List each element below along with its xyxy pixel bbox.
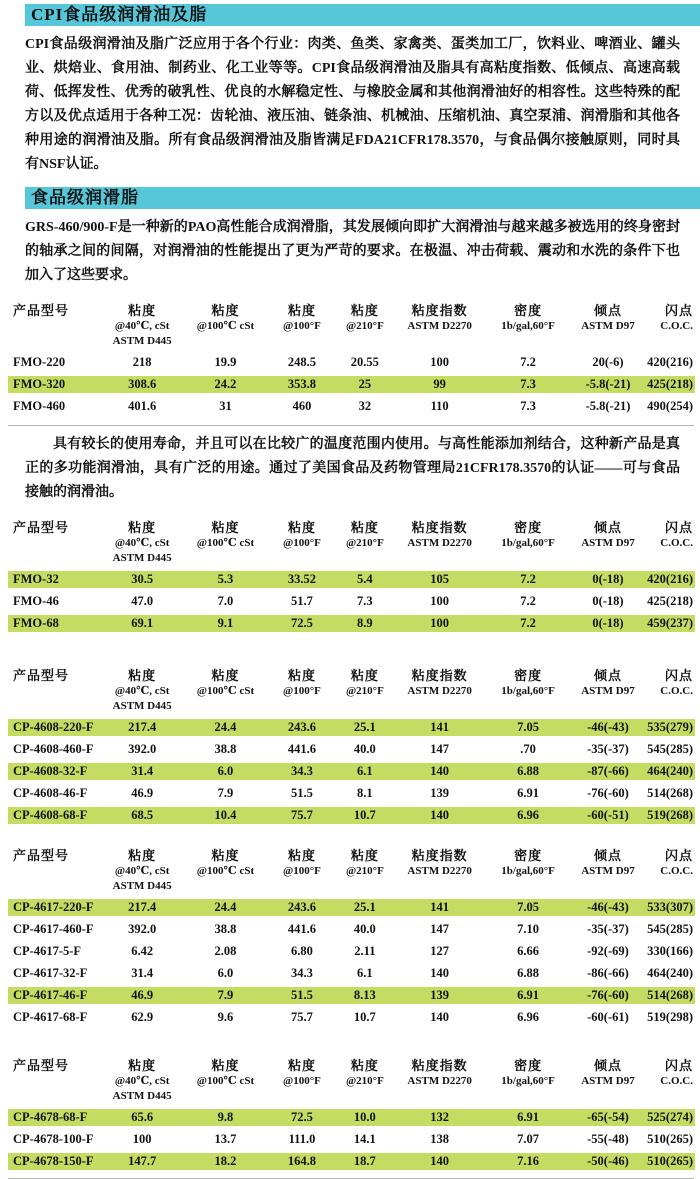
spec-value-cell: 514(268) xyxy=(647,988,693,1002)
table-row xyxy=(8,785,695,802)
column-header: 粘度 @100°F xyxy=(283,668,321,697)
spec-value-cell: 14.1 xyxy=(353,1132,376,1146)
product-spec-table xyxy=(8,842,695,1031)
column-header: 粘度 @100℃ cSt xyxy=(196,668,255,697)
spec-value-cell: 72.5 xyxy=(268,1109,336,1126)
spec-value-cell: 75.7 xyxy=(268,807,336,824)
spec-value-cell: 46.9 xyxy=(101,987,183,1004)
column-header: 倾点 ASTM D97 xyxy=(581,303,635,332)
spec-value-cell: 425(218) xyxy=(647,377,693,391)
spec-value-cell: 533(307) xyxy=(647,900,693,914)
spec-value-cell: 111.0 xyxy=(288,1132,316,1146)
spec-value-cell: .70 xyxy=(520,742,536,756)
spec-value-cell: 459(237) xyxy=(647,616,693,630)
column-header: 粘度 @100°F xyxy=(283,520,321,549)
spec-table-fmo-light xyxy=(8,514,695,637)
spec-value-cell: 7.05 xyxy=(486,899,571,916)
spec-value-cell: 217.4 xyxy=(101,719,183,736)
spec-value-cell: 100 xyxy=(430,594,450,608)
spec-value-cell: 441.6 xyxy=(287,922,317,936)
spec-value-cell: -65(-54) xyxy=(571,1109,646,1126)
spec-value-cell: 110 xyxy=(430,399,449,413)
column-header-product: 产品型号 xyxy=(13,520,70,535)
column-header: 闪点 C.O.C. xyxy=(660,520,693,549)
spec-value-cell: 464(240) xyxy=(647,764,693,778)
spec-value-cell: 353.8 xyxy=(268,376,336,393)
spec-value-cell: 218 xyxy=(132,355,152,369)
column-header: 粘度 @40℃, cSt ASTM D445 xyxy=(112,848,172,892)
spec-value-cell: 13.7 xyxy=(214,1132,237,1146)
table-header-row xyxy=(8,1057,695,1104)
spec-value-cell: 164.8 xyxy=(268,1153,336,1170)
spec-value-cell: 18.2 xyxy=(183,1153,268,1170)
spec-value-cell: 8.13 xyxy=(336,987,394,1004)
spec-value-cell: 31.4 xyxy=(101,763,183,780)
spec-value-cell: 51.5 xyxy=(291,786,313,800)
product-model-cell: CP-4608-460-F xyxy=(13,742,94,756)
spec-value-cell: -46(-43) xyxy=(571,719,646,736)
column-header: 粘度指数 ASTM D2270 xyxy=(407,303,472,332)
table-header-row xyxy=(8,847,695,894)
product-model-cell: CP-4617-5-F xyxy=(13,944,82,958)
spec-value-cell: 248.5 xyxy=(287,355,317,369)
column-header: 粘度指数 ASTM D2270 xyxy=(407,1058,472,1087)
product-spec-table xyxy=(8,662,695,829)
spec-value-cell: 7.9 xyxy=(217,786,234,800)
spec-value-cell: 65.6 xyxy=(101,1109,183,1126)
spec-value-cell: 25 xyxy=(336,376,394,393)
column-header: 密度 1b/gal,60°F xyxy=(501,848,555,877)
spec-value-cell: 7.3 xyxy=(357,594,373,608)
spec-value-cell: 392.0 xyxy=(128,922,157,936)
spec-value-cell: -60(-51) xyxy=(571,807,646,824)
spec-value-cell: 140 xyxy=(430,1010,450,1024)
column-header: 粘度 @100°F xyxy=(283,1058,321,1087)
spec-value-cell: 5.4 xyxy=(336,571,394,588)
spec-value-cell: 141 xyxy=(394,899,486,916)
column-header: 闪点 C.O.C. xyxy=(660,848,693,877)
spec-value-cell: 217.4 xyxy=(101,899,183,916)
spec-value-cell: 420(216) xyxy=(647,572,693,586)
table-row xyxy=(8,571,695,588)
spec-value-cell: 514(268) xyxy=(647,786,693,800)
product-model-cell: CP-4608-220-F xyxy=(8,719,101,736)
column-header: 粘度 @210°F xyxy=(345,303,384,332)
divider-line xyxy=(8,425,694,426)
spec-value-cell: 7.9 xyxy=(183,987,268,1004)
spec-value-cell: 51.7 xyxy=(291,594,313,608)
spec-value-cell: 545(285) xyxy=(647,922,693,936)
spec-value-cell: 139 xyxy=(430,786,450,800)
product-spec-table xyxy=(8,297,695,420)
column-header: 粘度指数 ASTM D2270 xyxy=(407,520,472,549)
spec-value-cell: 392.0 xyxy=(128,742,157,756)
spec-value-cell: 100 xyxy=(430,355,450,369)
spec-value-cell: 6.96 xyxy=(486,807,571,824)
table-row xyxy=(8,899,695,916)
spec-value-cell: 545(285) xyxy=(647,742,693,756)
spec-value-cell: 25.1 xyxy=(336,719,394,736)
spec-value-cell: 140 xyxy=(430,966,450,980)
column-header: 密度 1b/gal,60°F xyxy=(501,520,555,549)
intro-paragraph-grease: GRS-460/900-F是一种新的PAO高性能合成润滑脂，其发展倾向即扩大润滑油与越来越多被选用的终身密封的轴承之间的间隔，对润滑油的性能提出了更为严苛的要求。在极温、冲击荷载、震动和水洗的条件下也加入了这些要求。 xyxy=(25,220,680,283)
column-header: 粘度 @100°F xyxy=(283,848,321,877)
spec-value-cell: 30.5 xyxy=(101,571,183,588)
table-row xyxy=(8,921,695,938)
product-model-cell: FMO-32 xyxy=(8,571,101,588)
spec-value-cell: 141 xyxy=(394,719,486,736)
spec-value-cell: 6.88 xyxy=(486,763,571,780)
product-model-cell: FMO-320 xyxy=(8,376,101,393)
table-row xyxy=(8,398,695,415)
spec-value-cell: 6.0 xyxy=(217,966,234,980)
spec-value-cell: 7.16 xyxy=(486,1153,571,1170)
spec-value-cell: 243.6 xyxy=(268,899,336,916)
column-header: 倾点 ASTM D97 xyxy=(581,520,635,549)
table-row xyxy=(8,1109,695,1126)
spec-value-cell: 10.0 xyxy=(336,1109,394,1126)
column-header: 粘度指数 ASTM D2270 xyxy=(407,848,472,877)
product-model-cell: CP-4678-68-F xyxy=(8,1109,101,1126)
table-header-row xyxy=(8,667,695,714)
spec-value-cell: 6.80 xyxy=(291,944,313,958)
spec-value-cell: 10.7 xyxy=(336,807,394,824)
spec-value-cell: -76(-60) xyxy=(571,987,646,1004)
product-model-cell: CP-4678-150-F xyxy=(8,1153,101,1170)
spec-value-cell: 24.2 xyxy=(183,376,268,393)
product-model-cell: FMO-460 xyxy=(13,399,66,413)
table-row xyxy=(8,719,695,736)
spec-value-cell: -92(-69) xyxy=(587,944,629,958)
product-model-cell: FMO-68 xyxy=(8,615,101,632)
spec-value-cell: 0(-18) xyxy=(571,615,646,632)
column-header: 密度 1b/gal,60°F xyxy=(501,303,555,332)
product-model-cell: CP-4617-460-F xyxy=(13,922,94,936)
spec-value-cell: 7.3 xyxy=(520,399,536,413)
spec-value-cell: 24.4 xyxy=(183,899,268,916)
spec-value-cell: 401.6 xyxy=(128,399,157,413)
spec-value-cell: 8.1 xyxy=(357,786,373,800)
column-header: 密度 1b/gal,60°F xyxy=(501,668,555,697)
spec-value-cell: 34.3 xyxy=(291,966,313,980)
column-header-product: 产品型号 xyxy=(13,1058,70,1073)
spec-value-cell: 40.0 xyxy=(353,922,376,936)
spec-value-cell: 147.7 xyxy=(101,1153,183,1170)
section-header-oils xyxy=(25,4,700,26)
spec-value-cell: 9.8 xyxy=(183,1109,268,1126)
spec-value-cell: 72.5 xyxy=(268,615,336,632)
spec-value-cell: 68.5 xyxy=(101,807,183,824)
spec-value-cell: 7.2 xyxy=(486,571,571,588)
spec-value-cell: 6.91 xyxy=(486,987,571,1004)
spec-value-cell: 46.9 xyxy=(131,786,154,800)
spec-value-cell: 99 xyxy=(394,376,486,393)
spec-value-cell: 0(-18) xyxy=(592,594,624,608)
table-row xyxy=(8,741,695,758)
column-header-product: 产品型号 xyxy=(13,668,70,683)
spec-value-cell: 7.05 xyxy=(486,719,571,736)
spec-value-cell: 100 xyxy=(394,615,486,632)
column-header: 粘度 @100℃ cSt xyxy=(196,1058,255,1087)
spec-value-cell: -5.8(-21) xyxy=(585,399,631,413)
column-header: 粘度 @210°F xyxy=(345,1058,384,1087)
spec-value-cell: 330(166) xyxy=(647,944,693,958)
spec-value-cell: 9.1 xyxy=(183,615,268,632)
table-row xyxy=(8,807,695,824)
spec-value-cell: 6.1 xyxy=(357,966,373,980)
spec-value-cell: 100 xyxy=(132,1132,152,1146)
spec-value-cell: 490(254) xyxy=(647,399,693,413)
spec-value-cell: 510(265) xyxy=(647,1132,693,1146)
table-header-row xyxy=(8,519,695,566)
spec-value-cell: -55(-48) xyxy=(587,1132,629,1146)
spec-value-cell: 140 xyxy=(394,1153,486,1170)
column-header: 粘度 @100℃ cSt xyxy=(196,848,255,877)
column-header: 倾点 ASTM D97 xyxy=(581,848,635,877)
spec-value-cell: 10.4 xyxy=(183,807,268,824)
spec-value-cell: 20.55 xyxy=(350,355,379,369)
column-header-product: 产品型号 xyxy=(13,303,70,318)
product-model-cell: CP-4617-32-F xyxy=(13,966,88,980)
section-title-grease: 食品级润滑脂 xyxy=(31,188,139,207)
spec-value-cell: 105 xyxy=(394,571,486,588)
table-row xyxy=(8,1009,695,1026)
spec-value-cell: 38.8 xyxy=(214,742,237,756)
spec-value-cell: 10.7 xyxy=(353,1010,376,1024)
spec-value-cell: -5.8(-21) xyxy=(571,376,646,393)
spec-table-fmo-heavy xyxy=(8,297,695,420)
spec-value-cell: -86(-66) xyxy=(587,966,629,980)
table-row xyxy=(8,965,695,982)
spec-value-cell: 140 xyxy=(394,763,486,780)
spec-value-cell: 19.9 xyxy=(214,355,237,369)
table-header-row xyxy=(8,302,695,349)
spec-value-cell: 7.2 xyxy=(520,594,536,608)
spec-value-cell: 0(-18) xyxy=(571,571,646,588)
column-header: 闪点 C.O.C. xyxy=(660,1058,693,1087)
spec-value-cell: 132 xyxy=(394,1109,486,1126)
spec-value-cell: 420(216) xyxy=(647,355,693,369)
spec-value-cell: 525(274) xyxy=(647,1110,693,1124)
spec-value-cell: 7.2 xyxy=(486,615,571,632)
spec-value-cell: 510(265) xyxy=(647,1154,693,1168)
spec-value-cell: 8.9 xyxy=(336,615,394,632)
table-row xyxy=(8,354,695,371)
column-header: 粘度指数 ASTM D2270 xyxy=(407,668,472,697)
spec-value-cell: 9.6 xyxy=(217,1010,234,1024)
spec-value-cell: 139 xyxy=(394,987,486,1004)
spec-value-cell: 519(268) xyxy=(647,808,693,822)
spec-value-cell: -76(-60) xyxy=(587,786,629,800)
product-spec-table xyxy=(8,514,695,637)
spec-value-cell: 140 xyxy=(394,807,486,824)
spec-value-cell: -35(-37) xyxy=(587,742,629,756)
spec-value-cell: 2.08 xyxy=(214,944,237,958)
column-header: 粘度 @210°F xyxy=(345,848,384,877)
product-model-cell: CP-4617-220-F xyxy=(8,899,101,916)
spec-value-cell: 7.2 xyxy=(520,355,536,369)
spec-value-cell: 127 xyxy=(430,944,450,958)
spec-value-cell: 33.52 xyxy=(268,571,336,588)
spec-value-cell: -87(-66) xyxy=(571,763,646,780)
column-header-product: 产品型号 xyxy=(13,848,70,863)
spec-value-cell: 6.88 xyxy=(517,966,539,980)
spec-value-cell: 7.07 xyxy=(517,1132,539,1146)
product-model-cell: FMO-46 xyxy=(13,594,59,608)
spec-value-cell: 40.0 xyxy=(353,742,376,756)
column-header: 倾点 ASTM D97 xyxy=(581,668,635,697)
spec-value-cell: 7.10 xyxy=(517,922,539,936)
spec-value-cell: 243.6 xyxy=(268,719,336,736)
spec-value-cell: 7.0 xyxy=(217,594,234,608)
spec-value-cell: -50(-46) xyxy=(571,1153,646,1170)
product-model-cell: CP-4608-68-F xyxy=(8,807,101,824)
spec-value-cell: 535(279) xyxy=(647,720,693,734)
product-model-cell: CP-4608-46-F xyxy=(13,786,88,800)
spec-value-cell: 51.5 xyxy=(268,987,336,1004)
spec-value-cell: 441.6 xyxy=(287,742,317,756)
spec-value-cell: 6.0 xyxy=(183,763,268,780)
spec-value-cell: 6.96 xyxy=(517,1010,539,1024)
spec-value-cell: 25.1 xyxy=(336,899,394,916)
product-model-cell: CP-4617-68-F xyxy=(13,1010,88,1024)
spec-value-cell: 24.4 xyxy=(183,719,268,736)
section-header-grease xyxy=(25,187,700,209)
spec-value-cell: -35(-37) xyxy=(587,922,629,936)
spec-value-cell: 138 xyxy=(430,1132,450,1146)
column-header: 粘度 @100℃ cSt xyxy=(196,303,255,332)
product-model-cell: FMO-220 xyxy=(13,355,66,369)
spec-value-cell: 5.3 xyxy=(183,571,268,588)
spec-value-cell: -60(-61) xyxy=(587,1010,629,1024)
section-title-oils: CPI食品级润滑油及脂 xyxy=(31,5,208,24)
table-row xyxy=(8,1153,695,1170)
fmo-description-paragraph: 具有较长的使用寿命，并且可以在比较广的温度范围内使用。与高性能添加剂结合，这种新产品是真正的多功能润滑油，具有广泛的用途。通过了美国食品及药物管理局21CFR178.3570的认证——可与食品接触的润滑油。 xyxy=(25,437,680,500)
column-header: 密度 1b/gal,60°F xyxy=(501,1058,555,1087)
product-spec-table xyxy=(8,1052,695,1175)
product-model-cell: CP-4608-32-F xyxy=(8,763,101,780)
column-header: 粘度 @40℃, cSt ASTM D445 xyxy=(112,520,172,564)
table-row xyxy=(8,615,695,632)
table-row xyxy=(8,763,695,780)
column-header: 闪点 C.O.C. xyxy=(660,303,693,332)
column-header: 粘度 @210°F xyxy=(345,520,384,549)
spec-value-cell: -46(-43) xyxy=(571,899,646,916)
spec-table-cp4608 xyxy=(8,662,695,829)
table-row xyxy=(8,943,695,960)
spec-value-cell: 69.1 xyxy=(101,615,183,632)
spec-value-cell: 2.11 xyxy=(354,944,376,958)
column-header: 粘度 @100°F xyxy=(283,303,321,332)
spec-value-cell: 460 xyxy=(292,399,312,413)
spec-value-cell: 7.3 xyxy=(486,376,571,393)
spec-value-cell: 308.6 xyxy=(101,376,183,393)
spec-value-cell: 31.4 xyxy=(131,966,154,980)
spec-table-cp4678 xyxy=(8,1052,695,1175)
spec-value-cell: 18.7 xyxy=(336,1153,394,1170)
spec-value-cell: 147 xyxy=(430,742,450,756)
spec-value-cell: 6.66 xyxy=(517,944,539,958)
spec-value-cell: 62.9 xyxy=(131,1010,154,1024)
intro-paragraph-oils: CPI食品级润滑油及脂广泛应用于各个行业：肉类、鱼类、家禽类、蛋类加工厂，饮料业、啤酒业、罐头业、烘焙业、食用油、制药业、化工业等等。CPI食品级润滑油及脂具有高粘度指数、低倾点、高速高载荷、低挥发性、优秀的破乳性、优良的水解稳定性、与橡胶金属和其他润滑油好的相容性。这些特殊的配方以及优点适用于各种工况：齿轮油、液压油、链条油、机械油、压缩机油、真空泵浦、润滑脂和其他各种用途的润滑油及脂。所有食品级润滑油及脂皆满足FDA21CFR178.3570，与食品偶尔接触原则，同时具有NSF认证。 xyxy=(25,37,680,172)
table-row xyxy=(8,376,695,393)
spec-value-cell: 6.91 xyxy=(517,786,539,800)
spec-value-cell: 6.1 xyxy=(336,763,394,780)
spec-value-cell: 34.3 xyxy=(268,763,336,780)
spec-value-cell: 31 xyxy=(219,399,232,413)
spec-value-cell: 47.0 xyxy=(131,594,154,608)
spec-value-cell: 6.42 xyxy=(131,944,154,958)
spec-value-cell: 20(-6) xyxy=(592,355,624,369)
column-header: 粘度 @210°F xyxy=(345,668,384,697)
table-row xyxy=(8,987,695,1004)
spec-value-cell: 464(240) xyxy=(647,966,693,980)
column-header: 粘度 @40℃, cSt ASTM D445 xyxy=(112,668,172,712)
product-model-cell: CP-4617-46-F xyxy=(8,987,101,1004)
spec-value-cell: 32 xyxy=(358,399,372,413)
spec-value-cell: 519(298) xyxy=(647,1010,693,1024)
column-header: 粘度 @40℃, cSt ASTM D445 xyxy=(112,1058,172,1102)
spec-table-cp4617 xyxy=(8,842,695,1031)
column-header: 倾点 ASTM D97 xyxy=(581,1058,635,1087)
spec-value-cell: 147 xyxy=(430,922,450,936)
column-header: 粘度 @40℃, cSt ASTM D445 xyxy=(112,303,172,347)
table-row xyxy=(8,593,695,610)
spec-value-cell: 425(218) xyxy=(647,594,693,608)
product-model-cell: CP-4678-100-F xyxy=(13,1132,94,1146)
spec-value-cell: 75.7 xyxy=(291,1010,313,1024)
spec-value-cell: 38.8 xyxy=(214,922,237,936)
column-header: 闪点 C.O.C. xyxy=(660,668,693,697)
column-header: 粘度 @100℃ cSt xyxy=(196,520,255,549)
spec-value-cell: 6.91 xyxy=(486,1109,571,1126)
